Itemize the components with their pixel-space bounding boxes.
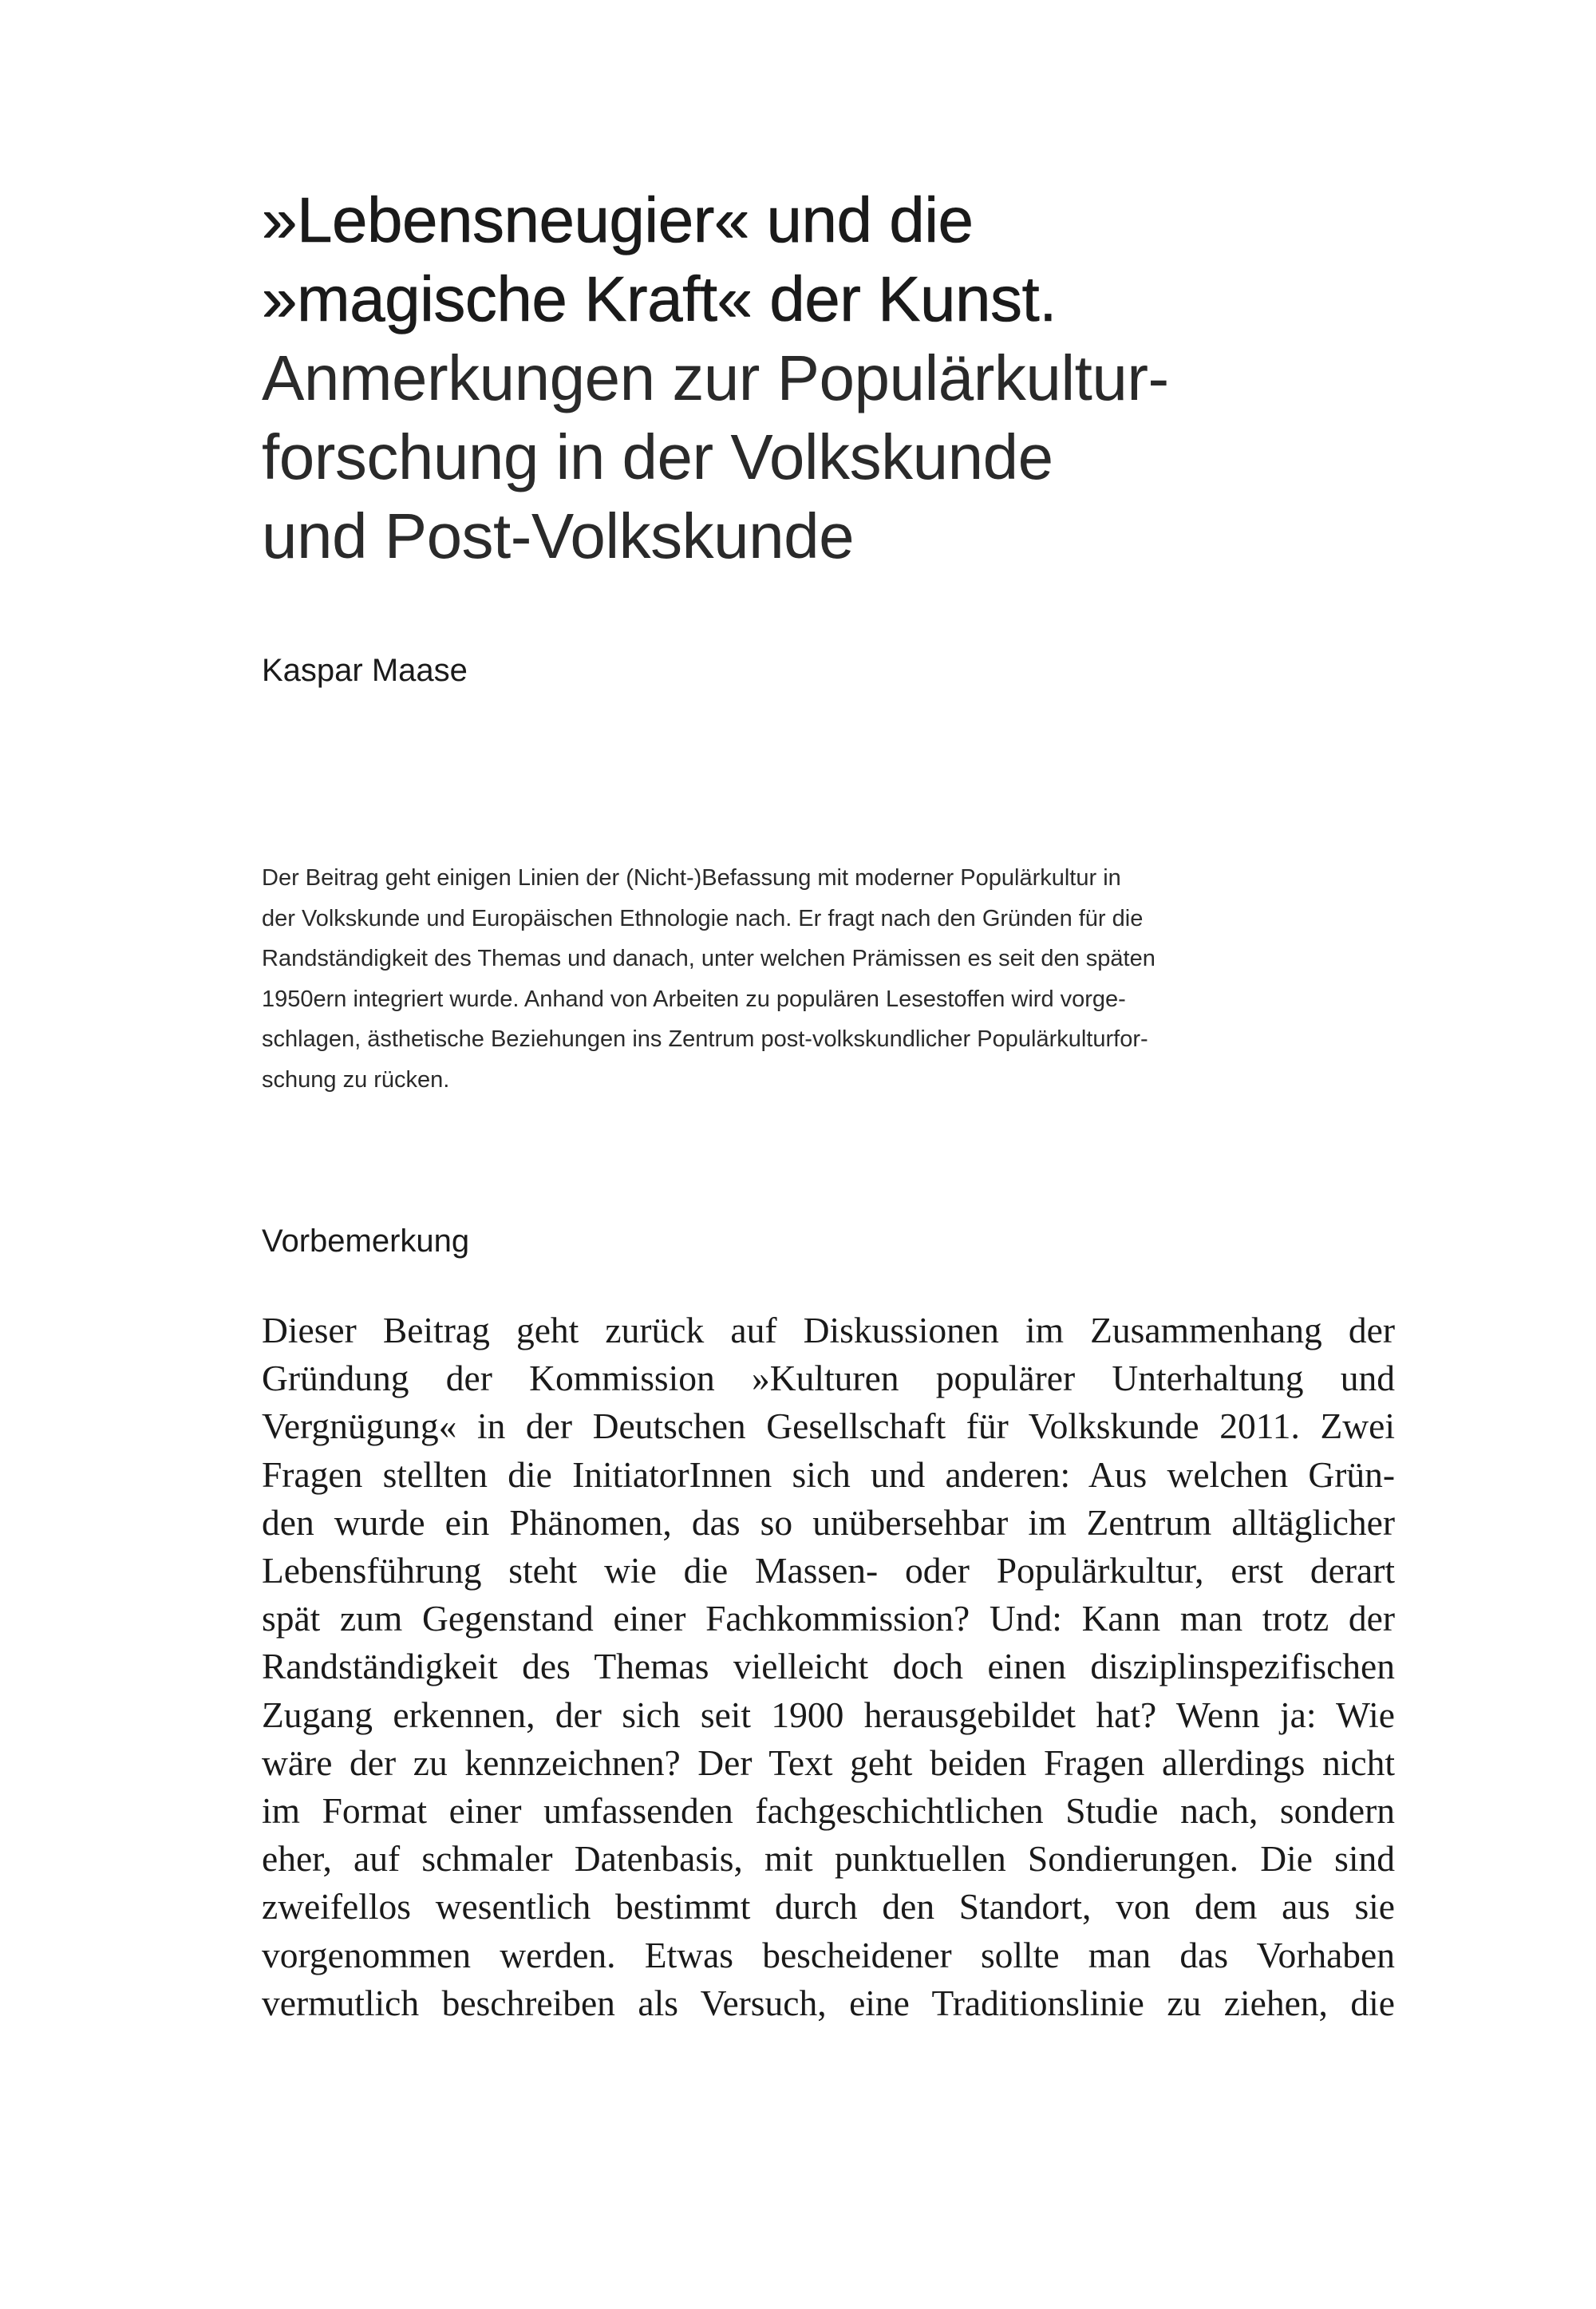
body-paragraph bbox=[262, 1307, 1395, 2027]
body-line: Lebensführung steht wie die Massen- oder Populärkultur, erst derart bbox=[262, 1550, 1395, 1591]
body-line: eher, auf schmaler Datenbasis, mit punktuellen Sondierungen. Die sind bbox=[262, 1838, 1395, 1880]
title-sub-line: Anmerkungen zur Populärkultur- bbox=[262, 342, 1169, 413]
document-page bbox=[262, 0, 1395, 2309]
body-line: Dieser Beitrag geht zurück auf Diskussionen im Zusammenhang der bbox=[262, 1310, 1395, 1350]
body-line: Zugang erkennen, der sich seit 1900 herausgebildet hat? Wenn ja: Wie bbox=[262, 1694, 1395, 1735]
abstract bbox=[262, 858, 1395, 1100]
body-line: Vergnügung« in der Deutschen Gesellschaft für Volkskunde 2011. Zwei bbox=[262, 1406, 1395, 1447]
body-line: den wurde ein Phänomen, das so unübersehbar im Zentrum alltäglicher bbox=[262, 1501, 1395, 1543]
section-heading: Vorbemerkung bbox=[262, 1224, 470, 1259]
body-line: vorgenommen werden. Etwas bescheidener sollte man das Vorhaben bbox=[262, 1934, 1395, 1975]
abstract-line: Der Beitrag geht einigen Linien der (Nicht-)Befassung mit moderner Populärkultur in bbox=[262, 865, 1121, 891]
author-name: Kaspar Maase bbox=[262, 653, 468, 688]
article-title bbox=[262, 180, 1395, 575]
title-sub-line: und Post-Volkskunde bbox=[262, 500, 855, 571]
abstract-line: der Volkskunde und Europäischen Ethnologie nach. Er fragt nach den Gründen für die bbox=[262, 905, 1144, 931]
body-line: zweifellos wesentlich bestimmt durch den Standort, von dem aus sie bbox=[262, 1886, 1395, 1927]
title-sub-line: forschung in der Volkskunde bbox=[262, 421, 1053, 492]
body-line: vermutlich beschreiben als Versuch, eine Traditionslinie zu ziehen, die bbox=[262, 1982, 1395, 2023]
abstract-line: schlagen, ästhetische Beziehungen ins Zentrum post-volkskundlicher Populärkulturfor- bbox=[262, 1026, 1148, 1052]
abstract-line: Randständigkeit des Themas und danach, unter welchen Prämissen es seit den späten bbox=[262, 946, 1156, 971]
abstract-line: 1950ern integriert wurde. Anhand von Arbeiten zu populären Lesestoffen wird vorge- bbox=[262, 986, 1126, 1012]
body-line: im Format einer umfassenden fachgeschichtlichen Studie nach, sondern bbox=[262, 1790, 1395, 1832]
title-main-line: »magische Kraft« der Kunst. bbox=[262, 263, 1057, 334]
body-line: Randständigkeit des Themas vielleicht doch einen disziplinspezifischen bbox=[262, 1646, 1395, 1687]
title-subtitle bbox=[262, 338, 1395, 575]
body-line: wäre der zu kennzeichnen? Der Text geht beiden Fragen allerdings nicht bbox=[262, 1742, 1395, 1783]
body-line: spät zum Gegenstand einer Fachkommission? Und: Kann man trotz der bbox=[262, 1598, 1395, 1639]
title-main-line: »Lebensneugier« und die bbox=[262, 184, 974, 255]
abstract-line: schung zu rücken. bbox=[262, 1066, 450, 1093]
title-main bbox=[262, 180, 1395, 338]
body-line: Fragen stellten die InitiatorInnen sich und anderen: Aus welchen Grün- bbox=[262, 1453, 1395, 1495]
body-line: Gründung der Kommission »Kulturen populärer Unterhaltung und bbox=[262, 1358, 1395, 1399]
